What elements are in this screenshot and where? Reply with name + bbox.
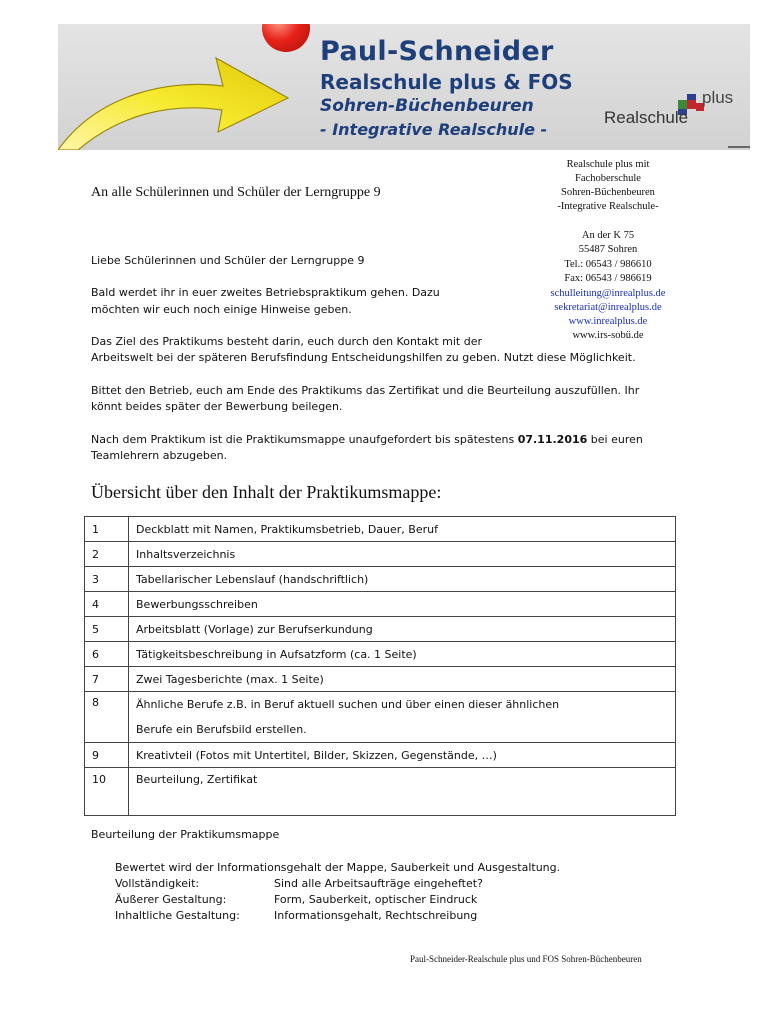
paragraph-4-text-pre: Nach dem Praktikum ist die Praktikumsmappe unaufgefordert bis spätestens xyxy=(91,433,518,446)
row-text: Inhaltsverzeichnis xyxy=(129,542,676,567)
table-row xyxy=(85,642,676,667)
evaluation-intro: Bewertet wird der Informationsgehalt der Mappe, Sauberkeit und Ausgestaltung. xyxy=(115,861,561,874)
paragraph-1-line-2: möchten wir euch noch einige Hinweise geben. xyxy=(91,303,352,316)
row-text: Kreativteil (Fotos mit Untertitel, Bilder, Skizzen, Gegenstände, …) xyxy=(129,743,676,768)
table-row xyxy=(85,542,676,567)
table-row xyxy=(85,567,676,592)
table-row xyxy=(85,768,676,816)
table-row xyxy=(85,692,676,743)
table-row xyxy=(85,517,676,542)
website-link-inrealplus[interactable]: www.inrealplus.de xyxy=(568,316,648,327)
evaluation-label-outer-design: Äußerer Gestaltung: xyxy=(115,893,227,906)
recipient-line: An alle Schülerinnen und Schüler der Lerngruppe 9 xyxy=(91,185,381,200)
arrow-logo-icon xyxy=(58,24,298,150)
row-text: Arbeitsblatt (Vorlage) zur Berufserkundung xyxy=(129,617,676,642)
row-text: Deckblatt mit Namen, Praktikumsbetrieb, Dauer, Beruf xyxy=(129,517,676,542)
address-line-4: -Integrative Realschule- xyxy=(557,201,659,212)
paragraph-4-text-post: bei euren xyxy=(587,433,643,446)
row-number: 6 xyxy=(85,642,129,667)
address-street: An der K 75 xyxy=(581,230,635,241)
row-number: 9 xyxy=(85,743,129,768)
paragraph-1-line-1: Bald werdet ihr in euer zweites Betriebspraktikum gehen. Dazu xyxy=(91,286,440,299)
row-number: 5 xyxy=(85,617,129,642)
school-type: Realschule plus & FOS xyxy=(320,70,573,94)
row-text: Tätigkeitsbeschreibung in Aufsatzform (ca. 1 Seite) xyxy=(129,642,676,667)
header-divider xyxy=(728,146,750,148)
address-line-2: Fachoberschule xyxy=(575,173,641,184)
row-number: 10 xyxy=(85,768,129,816)
row-number: 8 xyxy=(85,692,129,743)
evaluation-title: Beurteilung der Praktikumsmappe xyxy=(91,828,280,841)
row-text: Tabellarischer Lebenslauf (handschriftlich) xyxy=(129,567,676,592)
school-subtitle: - Integrative Realschule - xyxy=(320,120,548,139)
paragraph-3-line-1: Bittet den Betrieb, euch am Ende des Praktikums das Zertifikat und die Beurteilung auszufüllen. Ihr xyxy=(91,384,640,397)
paragraph-3-line-2: könnt beides später der Bewerbung beilegen. xyxy=(91,400,343,413)
row-number: 4 xyxy=(85,592,129,617)
school-location: Sohren-Büchenbeuren xyxy=(320,96,534,116)
paragraph-2-line-1: Das Ziel des Praktikums besteht darin, euch durch den Kontakt mit der xyxy=(91,335,483,348)
page-footer: Paul-Schneider-Realschule plus und FOS Sohren-Büchenbeuren xyxy=(410,954,642,964)
address-fax: Fax: 06543 / 986619 xyxy=(564,273,652,284)
logo-realschule-text: Realschule xyxy=(604,108,689,127)
row-number: 7 xyxy=(85,667,129,692)
email-link-schulleitung[interactable]: schulleitung@inrealplus.de xyxy=(550,288,666,299)
row-text: Zwei Tagesberichte (max. 1 Seite) xyxy=(129,667,676,692)
address-tel: Tel.: 06543 / 986610 xyxy=(564,259,652,270)
toc-table xyxy=(84,516,676,816)
row-text-multiline xyxy=(129,692,676,743)
address-line-1: Realschule plus mit xyxy=(566,159,650,170)
paragraph-2-line-2: Arbeitswelt bei der späteren Berufsfindung Entscheidungshilfen zu geben. Nutzt diese Möglichkeit. xyxy=(91,351,636,364)
paragraph-4-line-2: Teamlehrern abzugeben. xyxy=(91,449,228,462)
website-link-irs[interactable]: www.irs-sobü.de xyxy=(572,330,644,341)
row-text: Beurteilung, Zertifikat xyxy=(129,768,676,816)
table-row xyxy=(85,667,676,692)
evaluation-label-content: Inhaltliche Gestaltung: xyxy=(115,909,240,922)
row-number: 2 xyxy=(85,542,129,567)
row-text-line-2: Berufe ein Berufsbild erstellen. xyxy=(136,723,307,736)
evaluation-value-content: Informationsgehalt, Rechtschreibung xyxy=(274,909,478,922)
school-name: Paul-Schneider xyxy=(320,36,554,67)
evaluation-value-outer-design: Form, Sauberkeit, optischer Eindruck xyxy=(274,893,478,906)
school-header-banner xyxy=(58,24,750,150)
evaluation-label-completeness: Vollständigkeit: xyxy=(115,877,200,890)
logo-plus-text: plus xyxy=(702,88,734,107)
address-city: 55487 Sohren xyxy=(578,244,638,255)
toc-heading: Übersicht über den Inhalt der Praktikumsmappe: xyxy=(91,482,442,502)
row-number: 3 xyxy=(85,567,129,592)
table-row xyxy=(85,592,676,617)
paragraph-4-line-1 xyxy=(91,433,643,446)
salutation: Liebe Schülerinnen und Schüler der Lerngruppe 9 xyxy=(91,254,365,267)
table-row xyxy=(85,743,676,768)
row-number: 1 xyxy=(85,517,129,542)
table-row xyxy=(85,617,676,642)
row-text-line-1: Ähnliche Berufe z.B. in Beruf aktuell suchen und über einen dieser ähnlichen xyxy=(136,698,560,711)
deadline-date: 07.11.2016 xyxy=(517,433,588,446)
address-line-3: Sohren-Büchenbeuren xyxy=(561,187,655,198)
row-text: Bewerbungsschreiben xyxy=(129,592,676,617)
evaluation-value-completeness: Sind alle Arbeitsaufträge eingeheftet? xyxy=(274,877,483,890)
email-link-sekretariat[interactable]: sekretariat@inrealplus.de xyxy=(554,302,662,313)
